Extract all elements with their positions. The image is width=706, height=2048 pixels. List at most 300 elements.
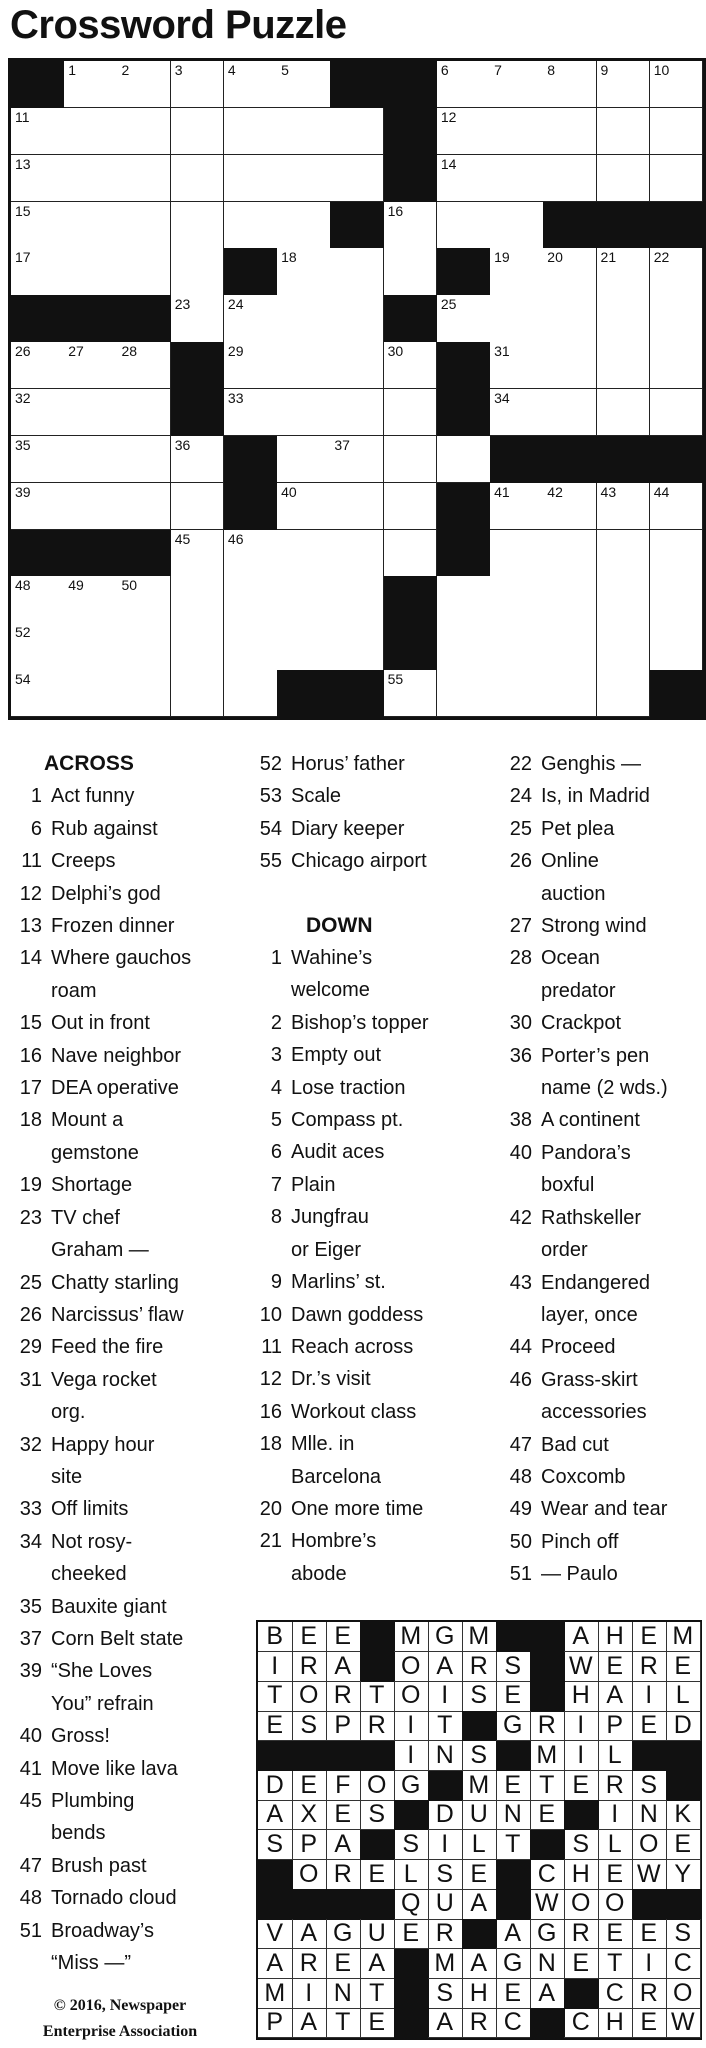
clue-text-continued: Barcelona	[291, 1465, 382, 1488]
solution-letter: I	[394, 1741, 429, 1771]
grid-cell[interactable]	[650, 61, 704, 108]
cell-number: 12	[440, 108, 457, 125]
clue-number: 33	[19, 1498, 42, 1521]
solution-letter: R	[292, 1949, 327, 1979]
grid-cell[interactable]	[277, 248, 331, 295]
clue-number: 2	[270, 1011, 282, 1034]
grid-cell[interactable]	[543, 342, 597, 389]
grid-cell[interactable]	[117, 389, 171, 436]
grid-cell[interactable]	[543, 61, 597, 108]
solution-letter: X	[292, 1800, 327, 1830]
clue-item	[0, 1267, 240, 1299]
grid-block	[384, 576, 438, 623]
grid-cell[interactable]	[437, 576, 491, 623]
grid-cell[interactable]	[437, 108, 491, 155]
solution-block	[360, 1830, 395, 1860]
grid-cell[interactable]	[277, 576, 331, 623]
cell-number: 36	[174, 436, 191, 453]
grid-cell[interactable]	[650, 483, 704, 530]
grid-cell[interactable]	[171, 61, 225, 108]
grid-block	[437, 389, 491, 436]
grid-cell[interactable]	[437, 670, 491, 717]
solution-letter: A	[258, 1949, 293, 1979]
solution-letter: M	[462, 1771, 497, 1801]
grid-cell[interactable]	[11, 483, 65, 530]
grid-cell[interactable]	[384, 436, 438, 483]
grid-cell[interactable]	[650, 530, 704, 577]
grid-cell[interactable]	[650, 389, 704, 436]
across-header: ACROSS	[44, 752, 134, 775]
clue-item	[0, 1655, 240, 1687]
solution-letter: E	[292, 1622, 327, 1652]
clue-text-continued: You” refrain	[51, 1692, 154, 1715]
grid-cell[interactable]	[11, 576, 65, 623]
grid-cell[interactable]	[384, 248, 438, 295]
clue-text-continued: abode	[291, 1562, 347, 1585]
grid-cell[interactable]	[490, 295, 544, 342]
grid-cell[interactable]	[117, 248, 171, 295]
grid-cell[interactable]	[171, 670, 225, 717]
clue-number: 45	[19, 1790, 42, 1812]
clue-number: 15	[19, 1012, 42, 1035]
grid-cell[interactable]	[64, 483, 118, 530]
grid-cell[interactable]	[330, 248, 384, 295]
cell-number: 19	[494, 249, 510, 266]
clue-number: 38	[509, 1109, 532, 1132]
solution-letter: P	[292, 1830, 327, 1860]
grid-cell[interactable]	[224, 623, 278, 670]
grid-cell[interactable]	[64, 623, 118, 670]
solution-letter: V	[258, 1919, 293, 1949]
grid-cell[interactable]	[384, 202, 438, 249]
grid-cell[interactable]	[490, 202, 544, 249]
cell-number: 54	[15, 671, 31, 688]
solution-block	[666, 1741, 701, 1771]
cell-number: 33	[227, 390, 244, 406]
solution-letter: A	[598, 1681, 633, 1711]
grid-cell[interactable]	[117, 483, 171, 530]
grid-cell[interactable]	[490, 155, 544, 202]
grid-cell[interactable]	[224, 155, 278, 202]
grid-cell[interactable]	[11, 342, 65, 389]
grid-cell[interactable]	[543, 623, 597, 670]
clue-item	[240, 813, 490, 845]
grid-cell[interactable]	[11, 623, 65, 670]
solution-block	[666, 1889, 701, 1919]
grid-cell[interactable]	[64, 670, 118, 717]
cell-number: 22	[653, 249, 670, 266]
solution-block	[258, 1741, 293, 1771]
grid-cell[interactable]	[490, 576, 544, 623]
clue-text: DEA operative	[51, 1077, 179, 1100]
grid-cell[interactable]	[490, 623, 544, 670]
grid-cell[interactable]	[597, 248, 651, 295]
clue-text: Dr.’s visit	[291, 1368, 371, 1391]
clue-number: 52	[259, 753, 282, 775]
clue-text: Bishop’s topper	[291, 1011, 429, 1034]
grid-cell[interactable]	[437, 202, 491, 249]
grid-cell[interactable]	[597, 483, 651, 530]
grid-cell[interactable]	[171, 155, 225, 202]
clue-item	[240, 1201, 490, 1233]
grid-cell[interactable]	[490, 342, 544, 389]
solution-letter: E	[564, 1949, 599, 1979]
grid-cell[interactable]	[437, 295, 491, 342]
clue-number: 46	[509, 1368, 532, 1391]
grid-cell[interactable]	[543, 295, 597, 342]
clue-item	[0, 878, 240, 910]
grid-cell[interactable]	[11, 389, 65, 436]
clue-text: — Paulo	[541, 1563, 618, 1586]
solution-letter: A	[530, 1979, 565, 2009]
grid-cell[interactable]	[490, 483, 544, 530]
grid-cell[interactable]	[543, 389, 597, 436]
grid-cell[interactable]	[330, 389, 384, 436]
grid-cell[interactable]	[277, 483, 331, 530]
solution-letter: E	[632, 1622, 667, 1652]
grid-cell[interactable]	[11, 670, 65, 717]
clue-number: 21	[259, 1530, 282, 1553]
grid-cell[interactable]	[224, 670, 278, 717]
grid-cell[interactable]	[543, 530, 597, 577]
grid-cell[interactable]	[277, 623, 331, 670]
cell-number: 21	[600, 249, 617, 266]
clue-text: Crackpot	[541, 1012, 622, 1035]
clue-item	[0, 1429, 240, 1461]
clue-text-continued: gemstone	[51, 1141, 139, 1164]
grid-cell[interactable]	[224, 61, 278, 108]
solution-letter: A	[428, 2008, 463, 2038]
grid-cell[interactable]	[650, 623, 704, 670]
solution-letter: L	[462, 1830, 497, 1860]
grid-cell[interactable]	[171, 248, 225, 295]
grid-cell[interactable]	[277, 155, 331, 202]
grid-cell[interactable]	[490, 670, 544, 717]
copyright-notice	[0, 1993, 240, 2045]
grid-cell[interactable]	[64, 389, 118, 436]
solution-letter: A	[462, 1889, 497, 1919]
grid-cell[interactable]	[64, 108, 118, 155]
grid-cell[interactable]	[11, 202, 65, 249]
grid-cell[interactable]	[171, 436, 225, 483]
clue-item	[490, 748, 706, 780]
grid-cell[interactable]	[117, 202, 171, 249]
grid-block	[650, 436, 704, 483]
solution-letter: R	[530, 1711, 565, 1741]
grid-cell[interactable]	[384, 389, 438, 436]
grid-cell[interactable]	[597, 623, 651, 670]
cell-number: 10	[653, 62, 670, 78]
solution-block	[360, 1652, 395, 1682]
clue-text: Narcissus’ flaw	[51, 1303, 184, 1326]
clue-text: Gross!	[51, 1725, 110, 1748]
grid-cell[interactable]	[490, 108, 544, 155]
grid-cell[interactable]	[277, 342, 331, 389]
solution-block	[428, 1771, 463, 1801]
grid-cell[interactable]	[650, 155, 704, 202]
grid-block	[384, 108, 438, 155]
grid-cell[interactable]	[490, 530, 544, 577]
grid-cell[interactable]	[11, 108, 65, 155]
grid-cell[interactable]	[171, 530, 225, 577]
solution-letter: W	[632, 1860, 667, 1890]
cell-number: 44	[653, 483, 670, 500]
clue-text: Proceed	[541, 1336, 616, 1359]
grid-cell[interactable]	[64, 202, 118, 249]
grid-cell[interactable]	[224, 108, 278, 155]
solution-letter: E	[598, 1919, 633, 1949]
grid-cell[interactable]	[330, 155, 384, 202]
grid-cell[interactable]	[650, 342, 704, 389]
grid-cell[interactable]	[384, 670, 438, 717]
grid-cell[interactable]	[171, 108, 225, 155]
clue-number: 48	[509, 1465, 532, 1488]
grid-block	[597, 202, 651, 249]
grid-cell[interactable]	[384, 530, 438, 577]
grid-cell[interactable]	[330, 436, 384, 483]
cell-number: 32	[15, 390, 31, 406]
grid-cell[interactable]	[117, 108, 171, 155]
grid-cell[interactable]	[11, 436, 65, 483]
grid-cell[interactable]	[117, 61, 171, 108]
clue-text: Act funny	[51, 785, 135, 808]
clue-number: 55	[259, 850, 282, 873]
clue-text-continued: auction	[541, 882, 606, 905]
grid-cell[interactable]	[597, 576, 651, 623]
solution-letter: A	[258, 1800, 293, 1830]
clue-number: 11	[21, 850, 42, 873]
solution-letter: A	[326, 1830, 361, 1860]
grid-cell[interactable]	[650, 576, 704, 623]
cell-number: 15	[15, 202, 31, 219]
solution-letter: T	[428, 1711, 463, 1741]
grid-cell[interactable]	[11, 248, 65, 295]
grid-cell[interactable]	[171, 576, 225, 623]
grid-cell[interactable]	[117, 155, 171, 202]
clue-item	[240, 1007, 490, 1039]
grid-cell[interactable]	[117, 623, 171, 670]
solution-letter: A	[428, 1652, 463, 1682]
clue-item	[0, 1364, 240, 1396]
grid-block	[384, 623, 438, 670]
clue-text: Marlins’ st.	[291, 1271, 386, 1294]
solution-block	[496, 1741, 531, 1771]
clue-item	[240, 748, 490, 780]
grid-cell[interactable]	[597, 108, 651, 155]
grid-cell[interactable]	[117, 670, 171, 717]
clue-item	[490, 1007, 706, 1039]
grid-cell[interactable]	[171, 295, 225, 342]
solution-letter: R	[462, 1652, 497, 1682]
grid-cell[interactable]	[330, 295, 384, 342]
grid-cell[interactable]	[117, 436, 171, 483]
grid-cell[interactable]	[597, 530, 651, 577]
clue-text: Porter’s pen	[541, 1044, 650, 1067]
grid-cell[interactable]	[384, 483, 438, 530]
solution-letter: G	[496, 1711, 531, 1741]
solution-letter: S	[462, 1741, 497, 1771]
grid-cell[interactable]	[650, 108, 704, 155]
grid-cell[interactable]	[437, 61, 491, 108]
grid-cell[interactable]	[543, 155, 597, 202]
solution-letter: E	[598, 1860, 633, 1890]
grid-block	[64, 295, 118, 342]
grid-block	[490, 436, 544, 483]
grid-cell[interactable]	[11, 155, 65, 202]
grid-cell[interactable]	[597, 670, 651, 717]
grid-cell[interactable]	[490, 61, 544, 108]
clue-number: 1	[270, 947, 282, 970]
clue-text: Hombre’s	[291, 1530, 377, 1553]
grid-cell[interactable]	[224, 342, 278, 389]
solution-letter: E	[632, 2008, 667, 2038]
grid-cell[interactable]	[490, 389, 544, 436]
grid-block	[11, 530, 65, 577]
grid-cell[interactable]	[437, 623, 491, 670]
clue-text: Plumbing	[51, 1790, 135, 1812]
clue-number: 17	[19, 1077, 42, 1100]
grid-cell[interactable]	[490, 248, 544, 295]
grid-block	[171, 389, 225, 436]
grid-cell[interactable]	[117, 576, 171, 623]
clue-item	[240, 1428, 490, 1460]
clue-number: 53	[259, 785, 282, 808]
clue-number: 14	[19, 947, 42, 970]
grid-cell[interactable]	[64, 155, 118, 202]
grid-cell[interactable]	[277, 108, 331, 155]
clue-item	[0, 1753, 240, 1785]
clue-number: 43	[509, 1271, 532, 1294]
clue-text-continued: cheeked	[51, 1563, 127, 1586]
grid-cell[interactable]	[64, 342, 118, 389]
grid-cell[interactable]	[277, 295, 331, 342]
solution-letter: N	[326, 1979, 361, 2009]
grid-cell[interactable]	[437, 436, 491, 483]
solution-block	[292, 1741, 327, 1771]
cell-number: 4	[227, 62, 236, 78]
grid-cell[interactable]	[650, 248, 704, 295]
solution-grid	[256, 1620, 702, 2040]
clue-text: Reach across	[291, 1335, 414, 1358]
grid-cell[interactable]	[543, 108, 597, 155]
grid-cell[interactable]	[277, 389, 331, 436]
clue-text: Coxcomb	[541, 1465, 626, 1488]
grid-cell[interactable]	[117, 342, 171, 389]
grid-cell[interactable]	[437, 155, 491, 202]
clue-number: 19	[19, 1174, 42, 1197]
grid-cell[interactable]	[277, 436, 331, 483]
clue-item	[0, 942, 240, 974]
grid-cell[interactable]	[171, 483, 225, 530]
solution-letter: S	[428, 1979, 463, 2009]
grid-cell[interactable]	[64, 436, 118, 483]
page-title: Crossword Puzzle	[10, 3, 347, 47]
solution-letter: A	[496, 1919, 531, 1949]
grid-cell[interactable]	[597, 389, 651, 436]
grid-cell[interactable]	[597, 295, 651, 342]
grid-cell[interactable]	[330, 483, 384, 530]
solution-letter: G	[326, 1919, 361, 1949]
grid-cell[interactable]	[384, 342, 438, 389]
clue-text: Chicago airport	[291, 850, 427, 873]
clue-text: Corn Belt state	[51, 1627, 184, 1650]
solution-block	[326, 1741, 361, 1771]
grid-cell[interactable]	[224, 389, 278, 436]
solution-block	[530, 1652, 565, 1682]
clue-text: Bauxite giant	[51, 1595, 167, 1618]
clue-text: Chatty starling	[51, 1271, 179, 1294]
clue-text: Nave neighbor	[51, 1044, 182, 1067]
clue-number: 29	[19, 1336, 42, 1359]
grid-cell[interactable]	[64, 61, 118, 108]
grid-block	[224, 483, 278, 530]
grid-cell[interactable]	[224, 576, 278, 623]
solution-letter: E	[496, 1681, 531, 1711]
grid-cell[interactable]	[330, 342, 384, 389]
solution-block	[530, 1830, 565, 1860]
clue-item	[240, 1493, 490, 1525]
solution-block	[394, 2008, 429, 2038]
clue-item	[490, 1364, 706, 1396]
solution-letter: L	[598, 1741, 633, 1771]
grid-cell[interactable]	[330, 576, 384, 623]
clue-item	[490, 1429, 706, 1461]
grid-cell[interactable]	[330, 108, 384, 155]
clue-number: 36	[509, 1044, 532, 1067]
grid-cell[interactable]	[64, 576, 118, 623]
grid-block	[330, 61, 384, 108]
grid-cell[interactable]	[171, 202, 225, 249]
solution-letter: A	[292, 2008, 327, 2038]
grid-cell[interactable]	[277, 61, 331, 108]
grid-cell[interactable]	[543, 483, 597, 530]
solution-letter: I	[258, 1652, 293, 1682]
grid-cell[interactable]	[543, 670, 597, 717]
clue-text-continued: site	[51, 1465, 83, 1488]
clue-item	[0, 1591, 240, 1623]
grid-cell[interactable]	[597, 155, 651, 202]
clue-number: 47	[509, 1433, 532, 1456]
clue-item	[0, 1623, 240, 1655]
clue-text-continued: accessories	[541, 1401, 647, 1424]
grid-cell[interactable]	[224, 530, 278, 577]
solution-letter: G	[394, 1771, 429, 1801]
solution-block	[564, 1979, 599, 2009]
clue-number: 25	[509, 817, 532, 840]
grid-cell[interactable]	[650, 295, 704, 342]
grid-cell[interactable]	[597, 342, 651, 389]
clue-text: Vega rocket	[51, 1368, 157, 1391]
solution-letter: C	[496, 2008, 531, 2038]
clue-number: 37	[19, 1627, 42, 1650]
grid-cell[interactable]	[330, 623, 384, 670]
grid-cell[interactable]	[277, 202, 331, 249]
grid-cell[interactable]	[330, 530, 384, 577]
solution-letter: E	[360, 2008, 395, 2038]
grid-cell[interactable]	[597, 61, 651, 108]
grid-cell[interactable]	[171, 623, 225, 670]
clue-item	[0, 1169, 240, 1201]
grid-cell[interactable]	[543, 576, 597, 623]
cell-number: 25	[440, 296, 457, 313]
grid-cell[interactable]	[277, 530, 331, 577]
grid-cell[interactable]	[64, 248, 118, 295]
grid-cell[interactable]	[224, 202, 278, 249]
solution-letter: N	[632, 1800, 667, 1830]
grid-cell[interactable]	[543, 248, 597, 295]
grid-cell[interactable]	[224, 295, 278, 342]
cell-number: 2	[121, 62, 130, 78]
